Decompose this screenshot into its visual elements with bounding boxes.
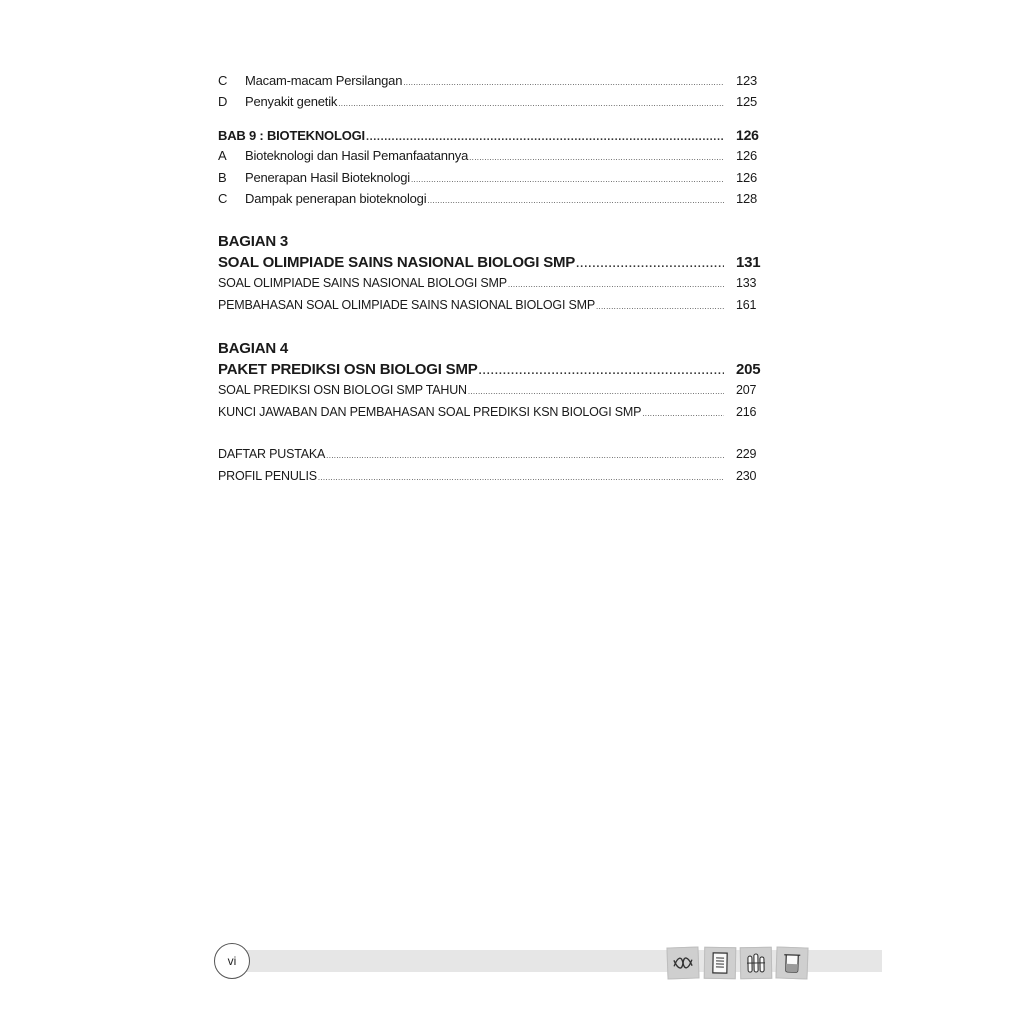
toc-entry[interactable] <box>218 298 766 318</box>
entry-page: 229 <box>736 447 757 461</box>
entry-title: SOAL OLIMPIADE SAINS NASIONAL BIOLOGI SMP <box>218 276 507 290</box>
entry-title: PROFIL PENULIS <box>218 469 317 483</box>
chapter-entry[interactable] <box>218 127 766 147</box>
entry-title: DAFTAR PUSTAKA <box>218 447 326 461</box>
entry-page: 125 <box>736 94 758 109</box>
beaker-icon <box>775 946 808 979</box>
toc-entry[interactable] <box>218 73 766 93</box>
dot-leader <box>366 131 724 143</box>
chapter-page: 126 <box>736 127 759 143</box>
test-tubes-icon <box>740 947 773 980</box>
entry-page: 126 <box>736 148 758 163</box>
dna-icon <box>666 946 699 979</box>
toc-entry[interactable] <box>218 94 766 114</box>
entry-title: Penyakit genetik <box>245 94 338 109</box>
entry-title: Penerapan Hasil Bioteknologi <box>245 170 410 185</box>
dot-leader <box>338 99 724 108</box>
entry-title: KUNCI JAWABAN DAN PEMBAHASAN SOAL PREDIKSI KSN BIOLOGI SMP <box>218 405 642 419</box>
dot-leader <box>411 175 724 184</box>
entry-page: 133 <box>736 276 757 290</box>
notebook-icon <box>704 947 737 980</box>
toc-entry[interactable] <box>218 383 766 403</box>
dot-leader <box>642 409 724 418</box>
entry-page: 161 <box>736 298 757 312</box>
page-number-label: vi <box>227 954 237 968</box>
part-4-title: PAKET PREDIKSI OSN BIOLOGI SMP <box>218 361 478 378</box>
dot-leader <box>508 280 724 289</box>
part-3-heading: BAGIAN 3 <box>218 233 289 250</box>
part-3-title-entry[interactable] <box>218 254 766 276</box>
entry-page: 230 <box>736 469 757 483</box>
entry-page: 123 <box>736 73 758 88</box>
dot-leader <box>479 365 724 377</box>
toc-entry[interactable] <box>218 405 766 425</box>
part-4-page: 205 <box>736 361 761 378</box>
entry-title: Dampak penerapan bioteknologi <box>245 191 427 206</box>
entry-page: 216 <box>736 405 757 419</box>
part-3-title: SOAL OLIMPIADE SAINS NASIONAL BIOLOGI SMP <box>218 254 576 271</box>
dot-leader <box>403 78 724 87</box>
part-3-page: 131 <box>736 254 761 271</box>
entry-title: SOAL PREDIKSI OSN BIOLOGI SMP TAHUN <box>218 383 467 397</box>
dot-leader <box>427 196 724 205</box>
toc-entry[interactable] <box>218 170 766 190</box>
entry-title: Macam-macam Persilangan <box>245 73 403 88</box>
entry-page: 128 <box>736 191 758 206</box>
entry-letter: C <box>218 73 228 88</box>
toc-entry[interactable] <box>218 148 766 168</box>
dot-leader <box>576 258 724 270</box>
dot-leader <box>326 451 724 460</box>
dot-leader <box>468 387 724 396</box>
toc-entry[interactable] <box>218 276 766 296</box>
toc-entry[interactable] <box>218 191 766 211</box>
entry-title: PEMBAHASAN SOAL OLIMPIADE SAINS NASIONAL BIOLOGI SMP <box>218 298 595 312</box>
toc-entry[interactable] <box>218 447 766 467</box>
dot-leader <box>469 153 724 162</box>
dot-leader <box>596 302 724 311</box>
entry-letter: C <box>218 191 228 206</box>
entry-title: Bioteknologi dan Hasil Pemanfaatannya <box>245 148 469 163</box>
entry-letter: A <box>218 148 227 163</box>
entry-letter: B <box>218 170 227 185</box>
part-4-title-entry[interactable] <box>218 361 766 383</box>
toc-entry[interactable] <box>218 469 766 489</box>
part-4-heading: BAGIAN 4 <box>218 340 289 357</box>
entry-letter: D <box>218 94 228 109</box>
dot-leader <box>318 473 724 482</box>
entry-page: 207 <box>736 383 757 397</box>
entry-page: 126 <box>736 170 758 185</box>
chapter-title: BAB 9 : BIOTEKNOLOGI <box>218 128 365 143</box>
page-number <box>214 943 250 979</box>
